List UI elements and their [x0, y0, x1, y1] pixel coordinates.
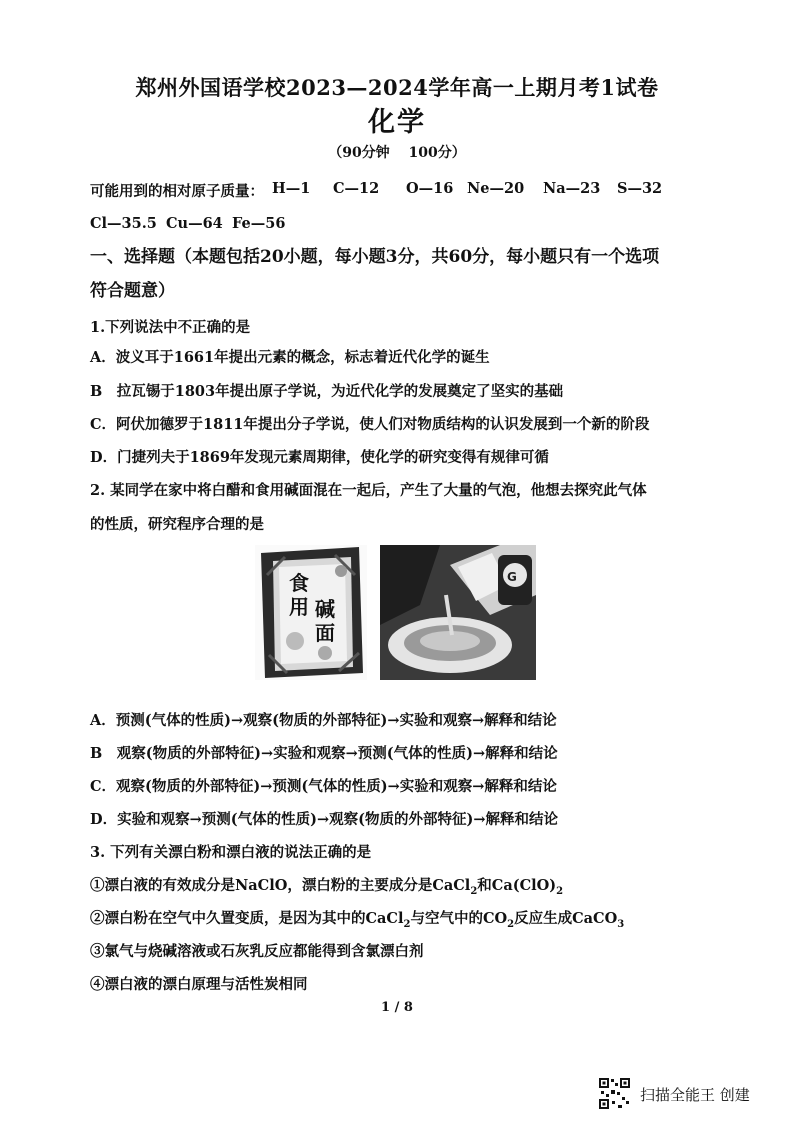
qr-code-icon[interactable]	[598, 1077, 631, 1110]
bag-label-char: 碱	[315, 597, 335, 621]
bag-label-char: 面	[315, 621, 335, 645]
q2-option-a: A．预测(气体的性质)→观察(物质的外部特征)→实验和观察→解释和结论	[90, 712, 557, 729]
atomic-mass-cu: Cu—64	[166, 215, 223, 232]
bag-label-char: 食	[289, 571, 309, 595]
section-heading: 一、选择题（本题包括20小题，每小题3分，共60分，每小题只有一个选项	[90, 247, 660, 267]
q3-stem: 3. 下列有关漂白粉和漂白液的说法正确的是	[90, 844, 372, 861]
q3-statement-2: ②漂白粉在空气中久置变质，是因为其中的CaCl$_2$与空气中的$CO_2$反应生成CaCO$_3$	[90, 910, 625, 930]
q1-option-d: D．门捷列夫于1869年发现元素周期律，使化学的研究变得有规律可循	[90, 449, 549, 466]
bag-label-char: 用	[289, 595, 309, 619]
atomic-mass-cl: Cl—35.5	[90, 215, 157, 232]
q1-option-b: B 拉瓦锡于1803年提出原子学说，为近代化学的发展奠定了坚实的基础	[90, 383, 564, 400]
atomic-mass-ne: Ne—20	[467, 180, 525, 197]
atomic-mass-s: S—32	[617, 180, 663, 197]
atomic-mass-na: Na—23	[543, 180, 601, 197]
atomic-mass-fe: Fe—56	[232, 215, 286, 232]
q3-statement-1: ①漂白液的有效成分是NaClO，漂白粉的主要成分是CaCl$_2$和$Ca(ClO)_2$	[90, 877, 564, 897]
q2-stem: 2. 某同学在家中将白醋和食用碱面混在一起后，产生了大量的气泡，他想去探究此气体	[90, 482, 647, 499]
atomic-mass-label: 可能用到的相对原子质量：	[90, 183, 264, 200]
atomic-mass-h: H—1	[272, 180, 311, 197]
q1-stem: 1.下列说法中不正确的是	[90, 319, 251, 336]
q3-statement-4: ④漂白液的漂白原理与活性炭相同	[90, 976, 308, 993]
q1-option-a: A．波义耳于1661年提出元素的概念，标志着近代化学的诞生	[90, 349, 490, 366]
q2-option-d: D．实验和观察→预测(气体的性质)→观察(物质的外部特征)→解释和结论	[90, 811, 558, 828]
atomic-mass-c: C—12	[333, 180, 380, 197]
q1-option-c: C．阿伏加德罗于1811年提出分子学说，使人们对物质结构的认识发展到一个新的阶段	[90, 416, 650, 433]
q3-statement-3: ③氯气与烧碱溶液或石灰乳反应都能得到含氯漂白剂	[90, 943, 424, 960]
exam-title: 郑州外国语学校2023—2024学年高一上期月考1试卷	[135, 75, 659, 100]
page-number: 1 / 8	[381, 1000, 413, 1015]
q2-option-c: C．观察(物质的外部特征)→预测(气体的性质)→实验和观察→解释和结论	[90, 778, 557, 795]
scanner-watermark: 扫描全能王 创建	[640, 1086, 750, 1104]
q2-option-b: B 观察(物质的外部特征)→实验和观察→预测(气体的性质)→解释和结论	[90, 745, 558, 762]
baking-soda-bag-photo	[255, 545, 367, 680]
exam-duration: （90分钟 100分）	[328, 145, 466, 161]
vinegar-mixing-photo	[380, 545, 536, 680]
q2-stem-cont: 的性质，研究程序合理的是	[90, 516, 264, 533]
svg-text:G: G	[507, 570, 517, 584]
atomic-mass-o: O—16	[406, 180, 454, 197]
subject-title: 化学	[368, 107, 426, 138]
section-heading-cont: 符合题意）	[90, 281, 175, 301]
